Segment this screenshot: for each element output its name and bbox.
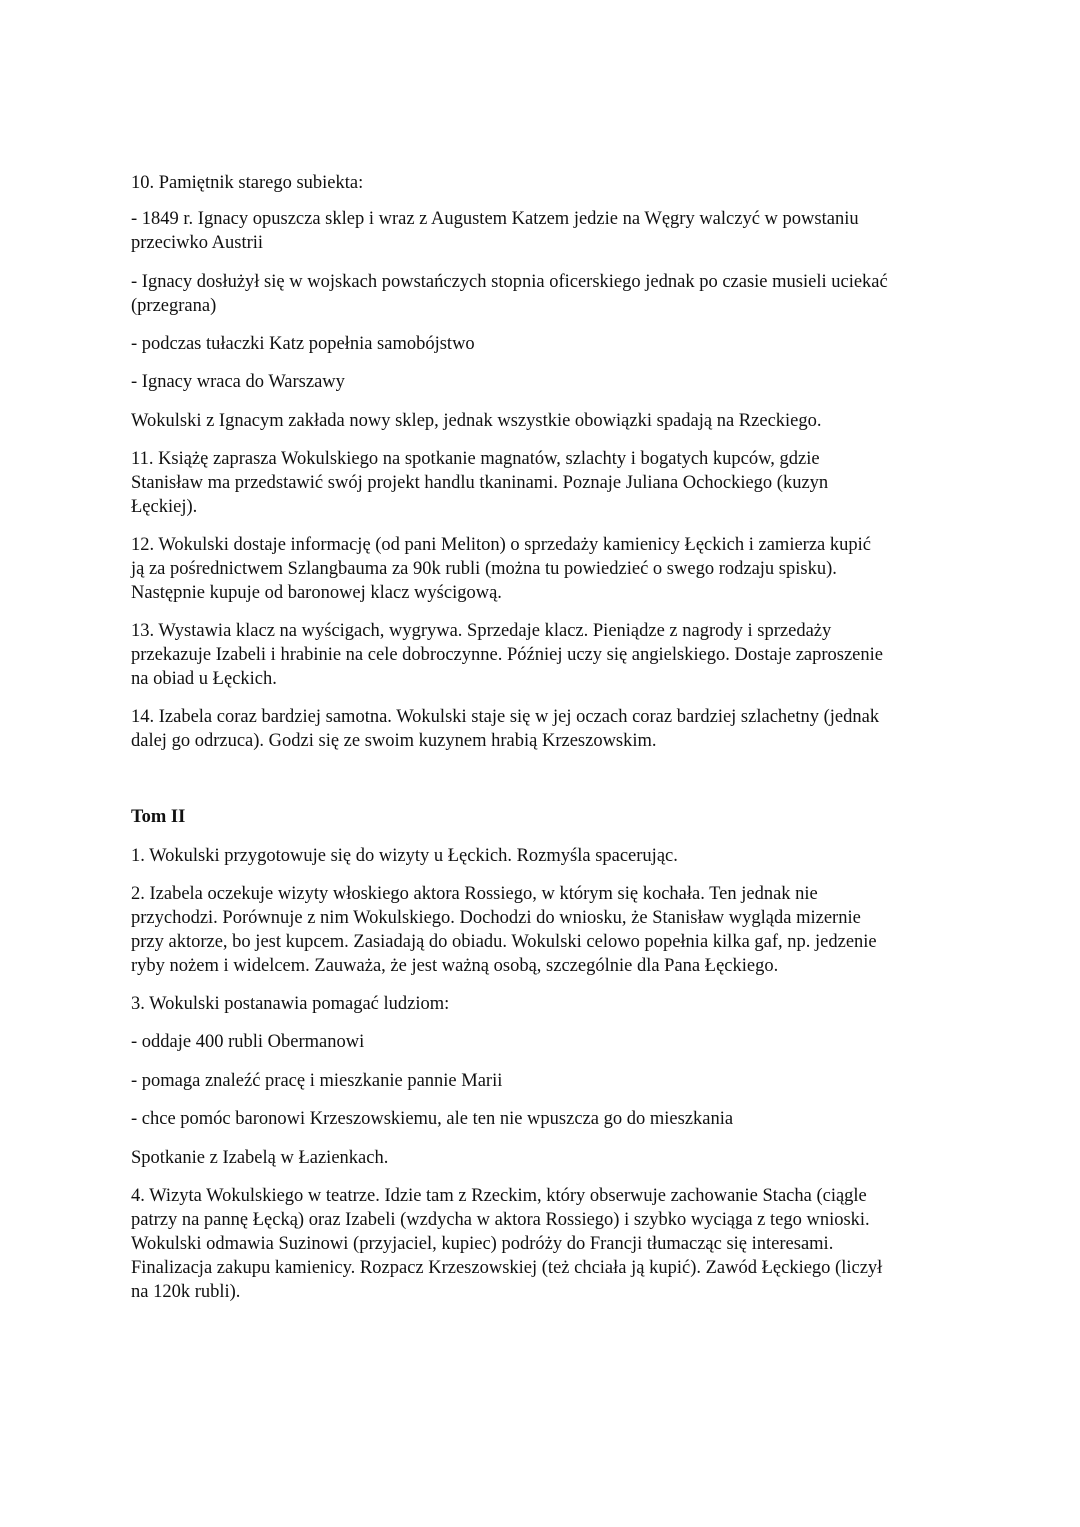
- bullet-return: [131, 370, 991, 394]
- text-line: ją za pośrednictwem Szlangbauma za 90k rubli (można tu powiedzieć o swego rodzaju spisku).: [131, 559, 837, 579]
- text-line: patrzy na pannę Łęcką) oraz Izabeli (wzdycha w aktora Rossiego) i szybko wyciąga z tego wnioski.: [131, 1210, 870, 1230]
- text-line: na 120k rubli).: [131, 1282, 241, 1302]
- bullet-1849: [131, 207, 991, 255]
- item-14: [131, 705, 991, 753]
- item-13: [131, 619, 991, 691]
- text-line: - Ignacy dosłużył się w wojskach powstańczych stopnia oficerskiego jednak po czasie musieli uciekać: [131, 272, 888, 292]
- text-line: Spotkanie z Izabelą w Łazienkach.: [131, 1148, 389, 1168]
- text-line: (przegrana): [131, 296, 217, 316]
- text-line: - chce pomóc baronowi Krzeszowskiemu, ale ten nie wpuszcza go do mieszkania: [131, 1109, 734, 1129]
- text-line: 1. Wokulski przygotowuje się do wizyty u Łęckich. Rozmyśla spacerując.: [131, 846, 678, 866]
- item-ii-4: [131, 1184, 991, 1304]
- text-line: 4. Wizyta Wokulskiego w teatrze. Idzie tam z Rzeckim, który obserwuje zachowanie Stacha (ciągle: [131, 1186, 867, 1206]
- text-line: Wokulski z Ignacym zakłada nowy sklep, jednak wszystkie obowiązki spadają na Rzeckiego.: [131, 411, 822, 431]
- text-line: przeciwko Austrii: [131, 233, 264, 253]
- bullet-officer: [131, 270, 991, 318]
- text-line: 10. Pamiętnik starego subiekta:: [131, 173, 364, 193]
- text-line: przychodzi. Porównuje z nim Wokulskiego. Dochodzi do wniosku, że Stanisław wygląda mizernie: [131, 908, 861, 928]
- text-line: ryby nożem i widelcem. Zauważa, że jest ważną osobą, szczególnie dla Pana Łęckiego.: [131, 956, 779, 976]
- text-line: 12. Wokulski dostaje informację (od pani Meliton) o sprzedaży kamienicy Łęckich i zamierza kupić: [131, 535, 871, 555]
- bullet-obermann: [131, 1030, 991, 1054]
- item-ii-2: [131, 882, 991, 978]
- text-line: na obiad u Łęckich.: [131, 669, 277, 689]
- text-line: Łęckiej).: [131, 497, 198, 517]
- text-line: Następnie kupuje od baronowej klacz wyścigową.: [131, 583, 502, 603]
- text-line: 3. Wokulski postanawia pomagać ludziom:: [131, 994, 450, 1014]
- text-line: przekazuje Izabeli i hrabinie na cele dobroczynne. Później uczy się angielskiego. Dostaje zaproszenie: [131, 645, 883, 665]
- text-line: 11. Książę zaprasza Wokulskiego na spotkanie magnatów, szlachty i bogatych kupców, gdzie: [131, 449, 820, 469]
- text-line: 13. Wystawia klacz na wyścigach, wygrywa. Sprzedaje klacz. Pieniądze z nagrody i sprzedaży: [131, 621, 832, 641]
- text-line: Wokulski odmawia Suzinowi (przyjaciel, kupiec) podróży do Francji tłumacząc się interesami.: [131, 1234, 834, 1254]
- volume-heading-tom-ii: [131, 805, 991, 829]
- item-12: [131, 533, 991, 605]
- text-line: 14. Izabela coraz bardziej samotna. Wokulski staje się w jej oczach coraz bardziej szlachetny (jednak: [131, 707, 880, 727]
- text-line: - Ignacy wraca do Warszawy: [131, 372, 345, 392]
- text-line: - 1849 r. Ignacy opuszcza sklep i wraz z Augustem Katzem jedzie na Węgry walczyć w powstaniu: [131, 209, 859, 229]
- text-line: - oddaje 400 rubli Obermanowi: [131, 1032, 365, 1052]
- text-line: przy aktorze, bo jest kupcem. Zasiadają do obiadu. Wokulski celowo popełnia kilka gaf, np. jedzenie: [131, 932, 877, 952]
- bullet-krzeszowski: [131, 1107, 991, 1131]
- paragraph-new-shop: [131, 409, 991, 433]
- bullet-katz: [131, 332, 991, 356]
- item-11: [131, 447, 991, 519]
- text-line: - podczas tułaczki Katz popełnia samobójstwo: [131, 334, 475, 354]
- bullet-maria: [131, 1069, 991, 1093]
- item-ii-3: [131, 992, 991, 1016]
- item-ii-1: [131, 844, 991, 868]
- text-line: dalej go odrzuca). Godzi się ze swoim kuzynem hrabią Krzeszowskim.: [131, 731, 657, 751]
- text-line: Stanisław ma przedstawić swój projekt handlu tkaninami. Poznaje Juliana Ochockiego (kuzyn: [131, 473, 829, 493]
- text-line: - pomaga znaleźć pracę i mieszkanie pannie Marii: [131, 1071, 503, 1091]
- text-line: Finalizacja zakupu kamienicy. Rozpacz Krzeszowskiej (też chciała ją kupić). Zawód Łęckiego (liczył: [131, 1258, 883, 1278]
- text-line: 2. Izabela oczekuje wizyty włoskiego aktora Rossiego, w którym się kochała. Ten jednak nie: [131, 884, 818, 904]
- paragraph-lazienki: [131, 1146, 991, 1170]
- text-line: Tom II: [131, 807, 186, 827]
- section-heading-10: [131, 171, 991, 195]
